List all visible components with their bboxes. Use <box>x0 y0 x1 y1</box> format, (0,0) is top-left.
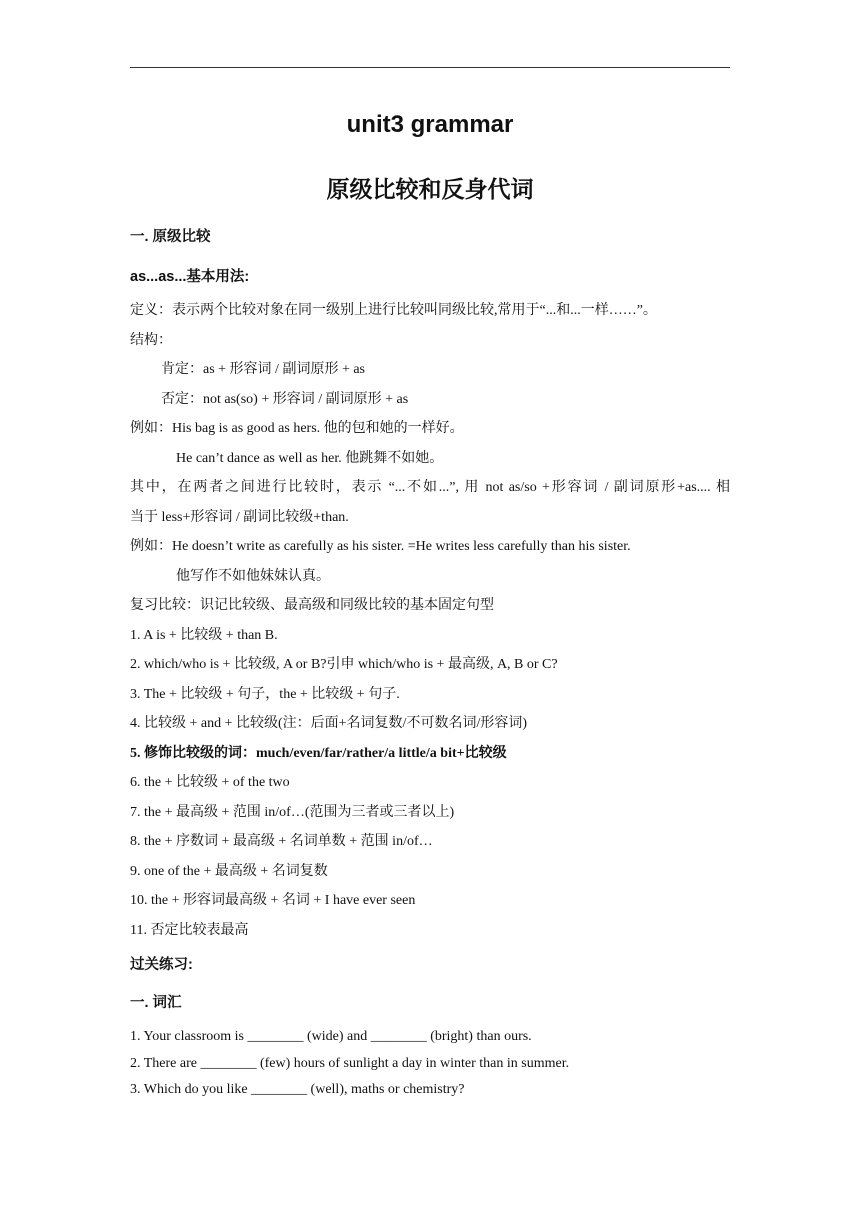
pattern-item: 1. A is + 比较级 + than B. <box>130 628 278 643</box>
negative-structure: 否定：not as(so) + 形容词 / 副词原形 + as <box>161 392 409 407</box>
exercise-item: 1. Your classroom is ________ (wide) and ________ (bright) than ours. <box>130 1029 532 1044</box>
pattern-item: 3. The + 比较级 + 句子，the + 比较级 + 句子. <box>130 687 400 702</box>
pattern-item: 9. one of the + 最高级 + 名词复数 <box>130 864 328 879</box>
example-line: 例如：His bag is as good as hers. 他的包和她的一样好。 <box>130 421 464 436</box>
pattern-item: 6. the + 比较级 + of the two <box>130 775 290 790</box>
doc-title: unit3 grammar <box>346 111 514 138</box>
example-translation: 他写作不如他妹妹认真。 <box>176 569 330 584</box>
note-line: 当于 less+形容词 / 副词比较级+than. <box>130 510 349 525</box>
practice-heading: 过关练习: <box>130 957 193 973</box>
header-rule <box>130 67 730 68</box>
pattern-item: 8. the + 序数词 + 最高级 + 名词单数 + 范围 in/of… <box>130 834 433 849</box>
review-line: 复习比较：识记比较级、最高级和同级比较的基本固定句型 <box>130 598 494 613</box>
exercise-item: 2. There are ________ (few) hours of sunlight a day in winter than in summer. <box>130 1056 570 1071</box>
example-line: 例如：He doesn’t write as carefully as his sister. =He writes less carefully than his sister. <box>130 539 631 554</box>
as-usage-heading: as...as...基本用法: <box>130 269 250 285</box>
pattern-item: 7. the + 最高级 + 范围 in/of…(范围为三者或三者以上) <box>130 805 455 820</box>
vocab-heading: 一. 词汇 <box>130 995 182 1011</box>
definition-text: 定义：表示两个比较对象在同一级别上进行比较叫同级比较,常用于“...和...一样……”。 <box>130 303 657 318</box>
structure-label: 结构： <box>130 333 172 348</box>
note-line: 其中，在两者之间进行比较时，表示 “...不如...”, 用 not as/so +形容词 / 副词原形+as.... 相 <box>130 480 730 495</box>
pattern-item: 10. the + 形容词最高级 + 名词 + I have ever seen <box>130 893 416 908</box>
doc-subtitle: 原级比较和反身代词 <box>326 176 534 202</box>
section1-heading: 一. 原级比较 <box>130 229 211 245</box>
exercise-item: 3. Which do you like ________ (well), maths or chemistry? <box>130 1082 465 1097</box>
pattern-item-bold: 5. 修饰比较级的词：much/even/far/rather/a little/a bit+比较级 <box>130 746 507 761</box>
pattern-item: 4. 比较级 + and + 比较级(注：后面+名词复数/不可数名词/形容词) <box>130 716 528 731</box>
pattern-item: 2. which/who is + 比较级, A or B?引申 which/who is + 最高级, A, B or C? <box>130 657 558 672</box>
positive-structure: 肯定：as + 形容词 / 副词原形 + as <box>161 362 366 377</box>
example-line: He can’t dance as well as her. 他跳舞不如她。 <box>176 451 444 466</box>
pattern-item: 11. 否定比较表最高 <box>130 923 249 938</box>
